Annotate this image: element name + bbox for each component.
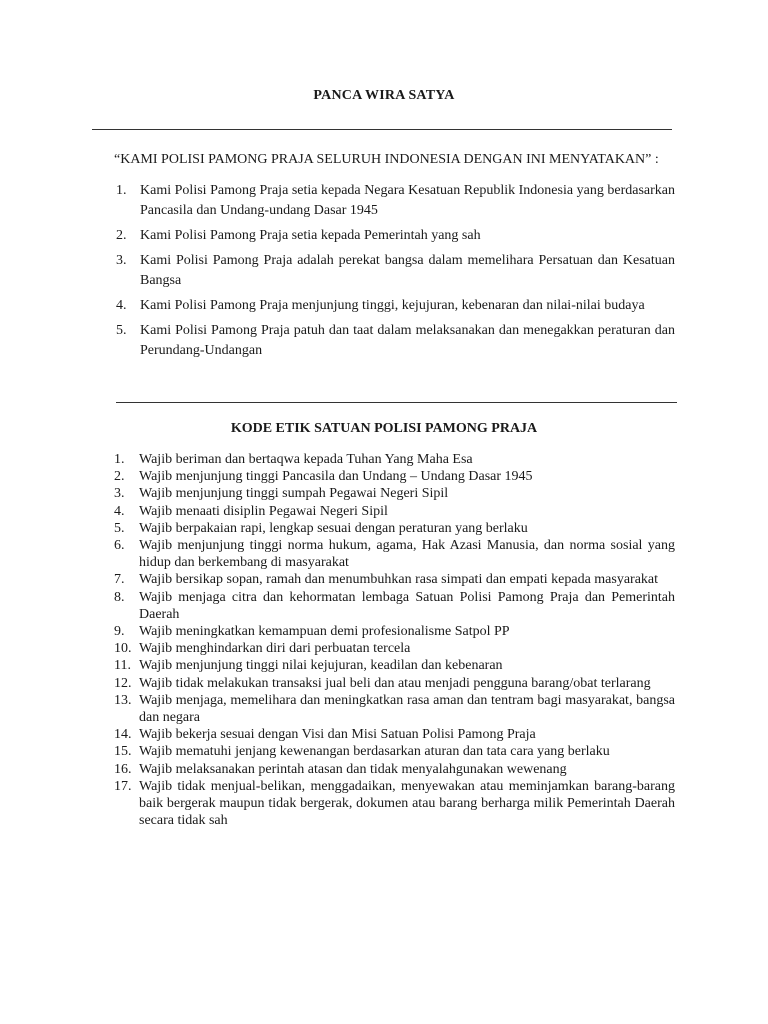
code-number: 16.	[114, 761, 132, 777]
code-number: 8.	[114, 589, 125, 605]
code-text: Wajib bekerja sesuai dengan Visi dan Misi Satuan Polisi Pamong Praja	[139, 727, 536, 743]
pledge-text: Kami Polisi Pamong Praja setia kepada Pemerintah yang sah	[140, 228, 481, 243]
code-number: 11.	[114, 658, 131, 674]
code-item	[114, 743, 675, 760]
pledge-item	[116, 181, 675, 221]
code-item	[114, 657, 675, 674]
pledge-item	[116, 321, 675, 361]
code-item	[114, 623, 675, 640]
code-text: Wajib menjunjung tinggi nilai kejujuran, keadilan dan kebenaran	[139, 658, 503, 674]
code-number: 12.	[114, 675, 132, 691]
pledge-text: Kami Polisi Pamong Praja setia kepada Negara Kesatuan Republik Indonesia yang berdasarkan Pancasila dan Undang-undang Dasar 1945	[140, 183, 675, 218]
code-item	[114, 675, 675, 692]
pledge-item	[116, 226, 675, 246]
code-item	[114, 571, 675, 588]
pledge-item	[116, 296, 675, 316]
code-text: Wajib menjaga citra dan kehormatan lembaga Satuan Polisi Pamong Praja dan Pemerintah Daerah	[139, 589, 675, 622]
code-text: Wajib tidak menjual-belikan, menggadaikan, menyewakan atau meminjamkan barang-barang baik bergerak maupun tidak bergerak, dokumen atau barang berharga milik Pemerintah Daerah secara tidak sah	[139, 778, 675, 829]
code-number: 5.	[114, 520, 125, 536]
divider-top	[92, 129, 672, 130]
code-text: Wajib menjunjung tinggi Pancasila dan Undang – Undang Dasar 1945	[139, 469, 533, 485]
pledge-number: 4.	[116, 298, 127, 313]
code-item	[114, 537, 675, 571]
pledge-list	[116, 181, 675, 366]
code-item	[114, 451, 675, 468]
code-item	[114, 589, 675, 623]
code-number: 1.	[114, 452, 125, 467]
code-number: 3.	[114, 486, 125, 502]
code-number: 10.	[114, 641, 132, 657]
pledge-number: 3.	[116, 253, 127, 268]
code-text: Wajib berpakaian rapi, lengkap sesuai dengan peraturan yang berlaku	[139, 520, 528, 536]
code-text: Wajib menjaga, memelihara dan meningkatkan rasa aman dan tentram bagi masyarakat, bangsa dan negara	[139, 692, 675, 726]
code-item	[114, 520, 675, 537]
code-text: Wajib melaksanakan perintah atasan dan tidak menyalahgunakan wewenang	[139, 761, 567, 777]
code-text: Wajib meningkatkan kemampuan demi profesionalisme Satpol PP	[139, 624, 510, 640]
pledge-item	[116, 251, 675, 291]
code-item	[114, 468, 675, 485]
code-text: Wajib menaati disiplin Pegawai Negeri Sipil	[139, 503, 388, 519]
code-item	[114, 761, 675, 778]
code-item	[114, 778, 675, 830]
code-item	[114, 485, 675, 502]
pledge-number: 2.	[116, 228, 127, 243]
code-number: 4.	[114, 503, 125, 519]
declaration-text: “KAMI POLISI PAMONG PRAJA SELURUH INDONESIA DENGAN INI MENYATAKAN” :	[114, 152, 659, 167]
code-text: Wajib tidak melakukan transaksi jual beli dan atau menjadi pengguna barang/obat terlarang	[139, 675, 651, 691]
code-text: Wajib bersikap sopan, ramah dan menumbuhkan rasa simpati dan empati kepada masyarakat	[139, 572, 659, 588]
code-text: Wajib menjunjung tinggi norma hukum, agama, Hak Azasi Manusia, dan norma sosial yang hidup dan berkembang di masyarakat	[139, 538, 675, 571]
code-number: 9.	[114, 624, 125, 640]
code-of-ethics-list	[114, 451, 675, 829]
code-number: 13.	[114, 692, 132, 708]
code-item	[114, 640, 675, 657]
code-number: 6.	[114, 538, 125, 554]
pledge-text: Kami Polisi Pamong Praja menjunjung tinggi, kejujuran, kebenaran dan nilai-nilai budaya	[140, 298, 645, 313]
pledge-number: 5.	[116, 323, 127, 338]
code-number: 15.	[114, 744, 132, 760]
page-title: PANCA WIRA SATYA	[313, 88, 455, 103]
code-of-ethics-title: KODE ETIK SATUAN POLISI PAMONG PRAJA	[230, 421, 538, 436]
code-number: 2.	[114, 469, 125, 485]
code-item	[114, 726, 675, 743]
pledge-number: 1.	[116, 183, 127, 198]
code-text: Wajib mematuhi jenjang kewenangan berdasarkan aturan dan tata cara yang berlaku	[139, 744, 610, 760]
code-item	[114, 503, 675, 520]
pledge-text: Kami Polisi Pamong Praja adalah perekat bangsa dalam memelihara Persatuan dan Kesatuan Bangsa	[140, 253, 675, 288]
code-number: 7.	[114, 572, 125, 588]
code-number: 14.	[114, 727, 132, 743]
code-number: 17.	[114, 778, 132, 794]
code-text: Wajib menghindarkan diri dari perbuatan tercela	[139, 641, 411, 657]
code-item	[114, 692, 675, 726]
code-text: Wajib menjunjung tinggi sumpah Pegawai Negeri Sipil	[139, 486, 449, 502]
pledge-text: Kami Polisi Pamong Praja patuh dan taat dalam melaksanakan dan menegakkan peraturan dan Perundang-Undangan	[140, 323, 675, 358]
divider-middle	[116, 402, 677, 403]
code-text: Wajib beriman dan bertaqwa kepada Tuhan Yang Maha Esa	[139, 452, 473, 467]
